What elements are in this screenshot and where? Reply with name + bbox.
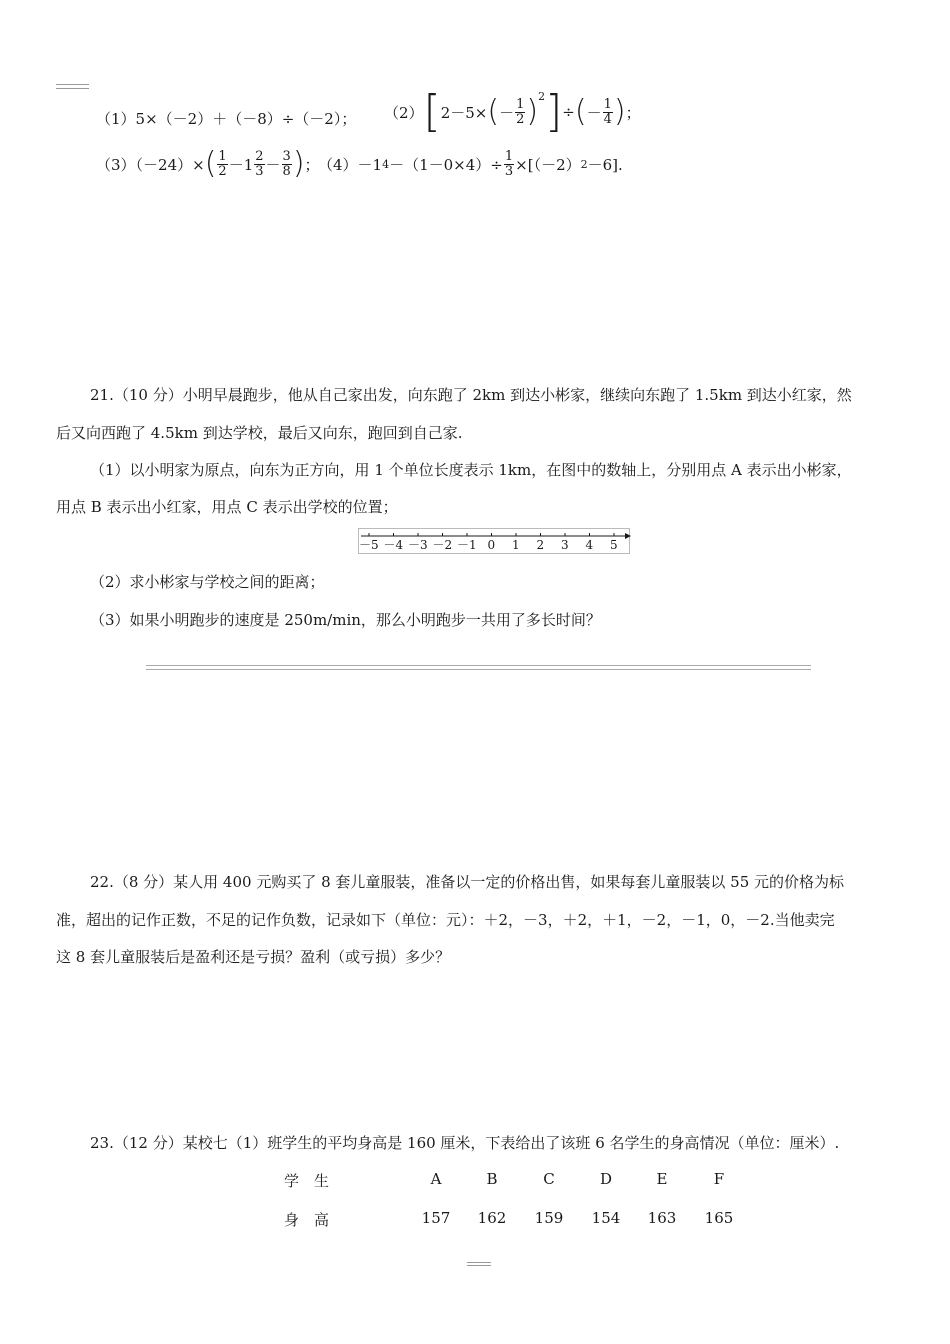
number-line	[358, 528, 630, 554]
axis-tick-label: 1	[512, 538, 520, 552]
problem-4-power: 4	[382, 157, 390, 171]
q22-line-2: 准，超出的记作正数，不足的记作负数，记录如下（单位：元）：＋2，－3，＋2，＋1，－2，－1，0，－2.当他卖完	[56, 911, 835, 929]
table-cell-height: 165	[704, 1209, 734, 1227]
left-paren-2: (	[574, 94, 587, 129]
table-cell-student: F	[713, 1170, 725, 1188]
page-footer-mark	[467, 1262, 491, 1266]
q21-sub3: （3）如果小明跑步的速度是 250m/min，那么小明跑步一共用了多长时间？	[90, 611, 601, 629]
q21-sub1-line-2: 用点 B 表示出小红家，用点 C 表示出学校的位置；	[56, 498, 398, 516]
axis-tick-label: 3	[561, 538, 569, 552]
axis-tick-label: －5	[359, 538, 379, 552]
semicolon-3: ；	[304, 155, 320, 174]
fraction-quarter: $\frac{1}{4}$	[603, 96, 612, 127]
axis-tick-label: －2	[432, 538, 453, 552]
table-cell-height: 157	[421, 1209, 451, 1227]
right-paren-3: )	[292, 146, 305, 181]
table-cell-height: 154	[591, 1209, 621, 1227]
axis-tick-label: 0	[487, 538, 496, 552]
problem-1	[96, 108, 356, 129]
table-cell-height: 162	[477, 1209, 507, 1227]
right-paren-2: )	[613, 94, 626, 129]
q22-line-3: 这 8 套儿童服装后是盈利还是亏损？盈利（或亏损）多少？	[56, 948, 451, 966]
problem-3-label: （3）（－24）×	[96, 155, 205, 174]
fraction-1: $\frac{1}{2}$	[218, 148, 227, 179]
table-cell-student: E	[656, 1170, 668, 1188]
table-cell-student: D	[599, 1170, 613, 1188]
problem-3	[96, 146, 320, 182]
problem-2-label: （2）	[384, 103, 424, 122]
left-bracket: [	[423, 86, 441, 137]
left-paren-3: (	[204, 146, 217, 181]
problem-4	[318, 146, 623, 182]
axis-tick-label: －1	[457, 538, 477, 552]
table-cell-student: A	[430, 1170, 442, 1188]
q21-line-1: 21.（10 分）小明早晨跑步，他从自己家出发，向东跑了 2km 到达小彬家，继续向东跑了 1.5km 到达小红家，然	[90, 386, 852, 404]
problem-2	[384, 86, 641, 137]
q23-line-1: 23.（12 分）某校七（1）班学生的平均身高是 160 厘米，下表给出了该班 6 名学生的身高情况（单位：厘米）.	[90, 1134, 840, 1152]
q21-sub1-line-1: （1）以小明家为原点，向东为正方向，用 1 个单位长度表示 1km，在图中的数轴上，分别用点 A 表示出小彬家，	[90, 461, 852, 479]
axis-tick-label: 5	[610, 538, 618, 552]
table-cell-student: C	[543, 1170, 555, 1188]
section-divider	[146, 665, 811, 670]
fraction-2: $\frac{2}{3}$	[255, 148, 264, 179]
fraction-half: $\frac{1}{2}$	[516, 96, 525, 127]
left-paren: (	[487, 94, 500, 129]
problem-4-part-c: ×[（－2）	[515, 155, 581, 174]
q21-sub2: （2）求小彬家与学校之间的距离；	[90, 573, 325, 591]
q21-line-2: 后又向西跑了 4.5km 到达学校，最后又向东，跑回到自己家.	[56, 424, 463, 442]
right-bracket: ]	[545, 86, 563, 137]
problem-4-part-d: －6].	[587, 155, 623, 174]
table-cell-height: 159	[534, 1209, 564, 1227]
minus-sign: －	[499, 103, 515, 122]
divide-sign: ÷	[562, 103, 575, 121]
problem-4-part-a: （4）－1	[318, 155, 383, 174]
fraction-third: $\frac{1}{3}$	[504, 148, 514, 179]
minus-one: －1	[228, 155, 254, 174]
axis-tick-label: 4	[585, 538, 594, 552]
axis-tick-label: －3	[408, 538, 428, 552]
problem-4-power-2: 2	[580, 157, 588, 171]
table-header-student: 学 生	[284, 1172, 330, 1190]
problem-2-expr: 2－5×	[440, 103, 488, 122]
exponent: 2	[538, 90, 546, 103]
right-paren: )	[526, 94, 539, 129]
table-cell-height: 163	[647, 1209, 677, 1227]
axis-tick-label: 2	[536, 538, 545, 552]
problem-4-part-b: －（1－0×4）÷	[389, 155, 503, 174]
semicolon: ；	[625, 103, 641, 122]
problem-1-text: （1）5×（－2）＋（－8）÷（－2）；	[96, 110, 357, 128]
table-cell-student: B	[486, 1170, 498, 1188]
q22-line-1: 22.（8 分）某人用 400 元购买了 8 套儿童服装，准备以一定的价格出售，如果每套儿童服装以 55 元的价格为标	[90, 873, 845, 891]
fraction-3: $\frac{3}{8}$	[282, 148, 291, 179]
table-header-height: 身 高	[284, 1211, 330, 1229]
minus-sign-2: －	[586, 103, 602, 122]
minus: －	[265, 155, 281, 174]
axis-tick-label: －4	[383, 538, 404, 552]
page-header-mark	[56, 84, 89, 89]
